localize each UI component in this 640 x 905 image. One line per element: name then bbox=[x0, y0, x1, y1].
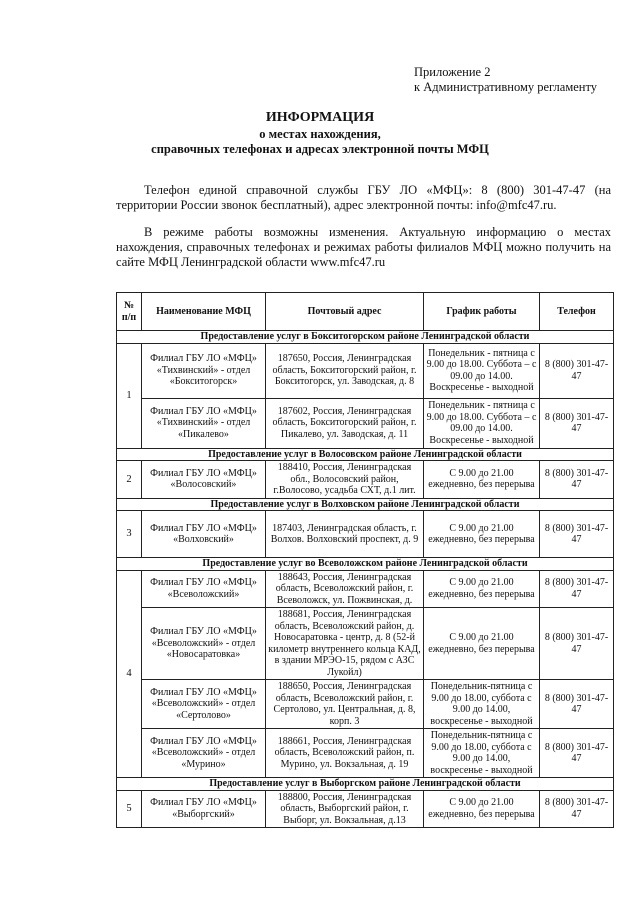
header-mfc-name: Наименование МФЦ bbox=[142, 293, 266, 331]
schedule-cell: С 9.00 до 21.00 ежедневно, без перерыва bbox=[424, 608, 540, 680]
mfc-name-cell: Филиал ГБУ ЛО «МФЦ» «Выборгский» bbox=[142, 790, 266, 828]
table-row bbox=[117, 511, 614, 558]
address-cell: 188650, Россия, Ленинградская область, Всеволожский район, г. Сертолово, ул. Центральная, д. 8, корп. 3 bbox=[266, 680, 424, 729]
table-row bbox=[117, 608, 614, 680]
schedule-cell: С 9.00 до 21.00 ежедневно, без перерыва bbox=[424, 461, 540, 499]
row-number: 3 bbox=[117, 511, 142, 558]
section-row bbox=[117, 778, 614, 791]
section-title: Предоставление услуг в Выборгском районе Ленинградской области bbox=[117, 778, 614, 791]
phone-cell: 8 (800) 301-47-47 bbox=[540, 343, 614, 398]
document-subtitle-2: справочных телефонах и адресах электронной почты МФЦ bbox=[151, 142, 489, 156]
schedule-cell: С 9.00 до 21.00 ежедневно, без перерыва bbox=[424, 570, 540, 608]
mfc-locations-table bbox=[116, 292, 614, 828]
section-row bbox=[117, 498, 614, 511]
table-row bbox=[117, 729, 614, 778]
mfc-name-cell: Филиал ГБУ ЛО «МФЦ» «Всеволожский» - отдел «Сертолово» bbox=[142, 680, 266, 729]
address-cell: 188661, Россия, Ленинградская область, Всеволожский район, п. Мурино, ул. Вокзальная, д. 19 bbox=[266, 729, 424, 778]
header-number: № п/п bbox=[117, 293, 142, 331]
address-cell: 188800, Россия, Ленинградская область, Выборгский район, г. Выборг, ул. Вокзальная, д.13 bbox=[266, 790, 424, 828]
schedule-notice-paragraph: В режиме работы возможны изменения. Актуальную информацию о местах нахождения, справочных телефонах и режимах работы филиалов МФЦ можно получить на сайте МФЦ Ленинградской области www.mfc47.ru bbox=[116, 225, 611, 269]
row-number: 4 bbox=[117, 570, 142, 778]
section-row bbox=[117, 448, 614, 461]
mfc-name-cell: Филиал ГБУ ЛО «МФЦ» «Тихвинский» - отдел «Пикалево» bbox=[142, 398, 266, 448]
annex-note bbox=[414, 65, 597, 95]
section-row bbox=[117, 331, 614, 344]
schedule-cell: Понедельник-пятница с 9.00 до 18.00, суббота с 9.00 до 14.00, воскресенье - выходной bbox=[424, 680, 540, 729]
mfc-name-cell: Филиал ГБУ ЛО «МФЦ» «Волосовский» bbox=[142, 461, 266, 499]
section-title: Предоставление услуг в Волосовском районе Ленинградской области bbox=[117, 448, 614, 461]
row-number: 1 bbox=[117, 343, 142, 448]
address-cell: 188643, Россия, Ленинградская область, Всеволожский район, г. Всеволожск, ул. Пожвинская, д. bbox=[266, 570, 424, 608]
phone-cell: 8 (800) 301-47-47 bbox=[540, 790, 614, 828]
phone-cell: 8 (800) 301-47-47 bbox=[540, 608, 614, 680]
schedule-cell: С 9.00 до 21.00 ежедневно, без перерыва bbox=[424, 790, 540, 828]
mfc-name-cell: Филиал ГБУ ЛО «МФЦ» «Всеволожский» bbox=[142, 570, 266, 608]
table-row bbox=[117, 398, 614, 448]
row-number: 5 bbox=[117, 790, 142, 828]
document-title: ИНФОРМАЦИЯ bbox=[265, 110, 375, 125]
schedule-cell: Понедельник-пятница с 9.00 до 18.00, суббота с 9.00 до 14.00, воскресенье - выходной bbox=[424, 729, 540, 778]
phone-cell: 8 (800) 301-47-47 bbox=[540, 398, 614, 448]
table-row bbox=[117, 343, 614, 398]
section-title: Предоставление услуг в Бокситогорском районе Ленинградской области bbox=[117, 331, 614, 344]
address-cell: 188410, Россия, Ленинградская обл., Волосовский район, г.Волосово, усадьба СХТ, д.1 лит. bbox=[266, 461, 424, 499]
phone-cell: 8 (800) 301-47-47 bbox=[540, 680, 614, 729]
mfc-name-cell: Филиал ГБУ ЛО «МФЦ» «Всеволожский» - отдел «Новосаратовка» bbox=[142, 608, 266, 680]
header-phone: Телефон bbox=[540, 293, 614, 331]
table-row bbox=[117, 680, 614, 729]
schedule-cell: С 9.00 до 21.00 ежедневно, без перерыва bbox=[424, 511, 540, 558]
table-row bbox=[117, 570, 614, 608]
helpline-paragraph: Телефон единой справочной службы ГБУ ЛО «МФЦ»: 8 (800) 301-47-47 (на территории России звонок бесплатный), адрес электронной почты: info@mfc47.ru. bbox=[116, 183, 611, 212]
section-title: Предоставление услуг в Волховском районе Ленинградской области bbox=[117, 498, 614, 511]
phone-cell: 8 (800) 301-47-47 bbox=[540, 461, 614, 499]
header-postal-address: Почтовый адрес bbox=[266, 293, 424, 331]
address-cell: 187602, Россия, Ленинградская область, Бокситогорский район, г. Пикалево, ул. Заводская, д. 11 bbox=[266, 398, 424, 448]
address-cell: 187403, Ленинградская область, г. Волхов. Волховский проспект, д. 9 bbox=[266, 511, 424, 558]
header-schedule: График работы bbox=[424, 293, 540, 331]
address-cell: 188681, Россия, Ленинградская область, Всеволожский район, д. Новосаратовка - центр, д. 8 (52-й километр внутреннего кольца КАД, в здании МРЭО-15, рядом с АЗС Лукойл) bbox=[266, 608, 424, 680]
section-title: Предоставление услуг во Всеволожском районе Ленинградской области bbox=[117, 558, 614, 571]
phone-cell: 8 (800) 301-47-47 bbox=[540, 729, 614, 778]
mfc-name-cell: Филиал ГБУ ЛО «МФЦ» «Тихвинский» - отдел «Бокситогорск» bbox=[142, 343, 266, 398]
annex-line-2: к Административному регламенту bbox=[414, 80, 598, 94]
schedule-cell: Понедельник - пятница с 9.00 до 18.00. Суббота – с 09.00 до 14.00. Воскресенье - выходной bbox=[424, 398, 540, 448]
schedule-cell: Понедельник - пятница с 9.00 до 18.00. Суббота – с 09.00 до 14.00. Воскресенье - выходной bbox=[424, 343, 540, 398]
annex-line-1: Приложение 2 bbox=[414, 65, 491, 79]
mfc-name-cell: Филиал ГБУ ЛО «МФЦ» «Волховский» bbox=[142, 511, 266, 558]
table-row bbox=[117, 461, 614, 499]
mfc-name-cell: Филиал ГБУ ЛО «МФЦ» «Всеволожский» - отдел «Мурино» bbox=[142, 729, 266, 778]
phone-cell: 8 (800) 301-47-47 bbox=[540, 570, 614, 608]
row-number: 2 bbox=[117, 461, 142, 499]
phone-cell: 8 (800) 301-47-47 bbox=[540, 511, 614, 558]
section-row bbox=[117, 558, 614, 571]
document-subtitle-1: о местах нахождения, bbox=[259, 127, 381, 141]
table-row bbox=[117, 790, 614, 828]
address-cell: 187650, Россия, Ленинградская область, Бокситогорский район, г. Бокситогорск, ул. Заводская, д. 8 bbox=[266, 343, 424, 398]
table-header-row bbox=[117, 293, 614, 331]
